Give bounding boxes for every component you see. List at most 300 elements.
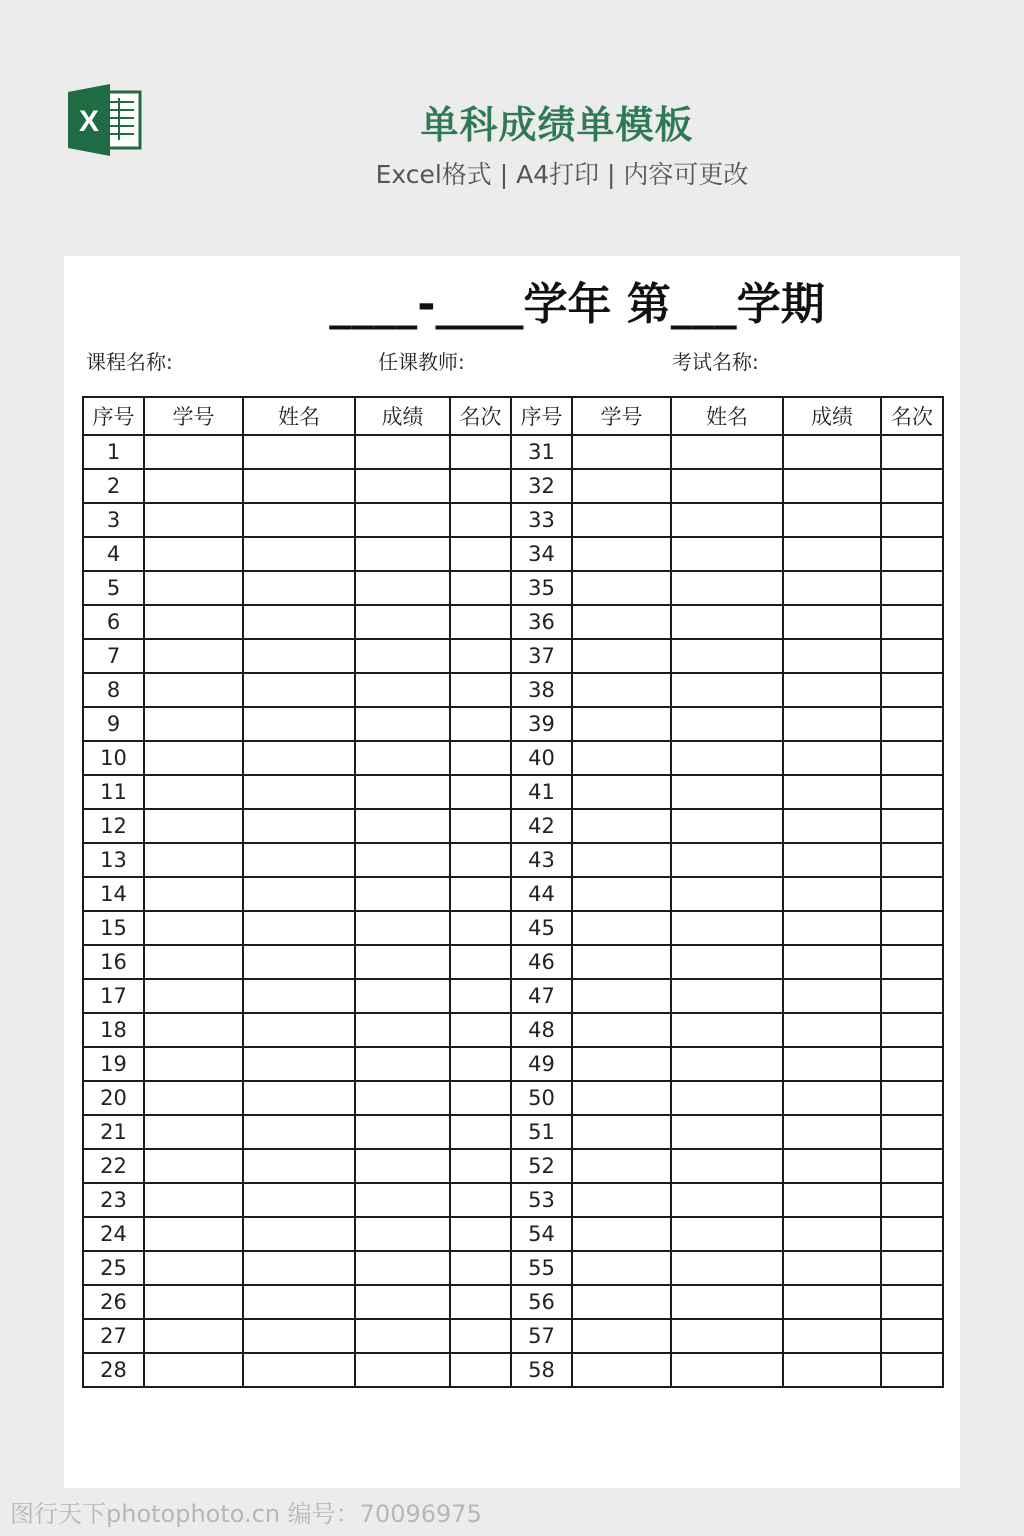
entry-cell[interactable] <box>881 911 943 945</box>
entry-cell[interactable] <box>144 979 243 1013</box>
entry-cell[interactable] <box>355 435 450 469</box>
entry-cell[interactable] <box>671 1285 783 1319</box>
entry-cell[interactable] <box>881 945 943 979</box>
entry-cell[interactable] <box>783 1251 881 1285</box>
entry-cell[interactable] <box>671 1081 783 1115</box>
entry-cell[interactable] <box>572 639 671 673</box>
entry-cell[interactable] <box>881 1115 943 1149</box>
entry-cell[interactable] <box>144 1217 243 1251</box>
row-number-cell: 57 <box>511 1319 572 1353</box>
entry-cell[interactable] <box>144 1353 243 1387</box>
entry-cell[interactable] <box>572 673 671 707</box>
table-header-row <box>83 397 943 435</box>
entry-cell[interactable] <box>572 1251 671 1285</box>
entry-cell[interactable] <box>671 537 783 571</box>
entry-cell[interactable] <box>783 1081 881 1115</box>
entry-cell[interactable] <box>572 1217 671 1251</box>
entry-cell[interactable] <box>243 435 355 469</box>
entry-cell[interactable] <box>572 1319 671 1353</box>
entry-cell[interactable] <box>671 1047 783 1081</box>
watermark: 图行天下photophoto.cn 编号：70096975 <box>10 1500 482 1528</box>
entry-cell[interactable] <box>355 877 450 911</box>
entry-cell[interactable] <box>144 843 243 877</box>
entry-cell[interactable] <box>783 1353 881 1387</box>
entry-cell[interactable] <box>572 979 671 1013</box>
entry-cell[interactable] <box>243 1183 355 1217</box>
column-header: 成绩 <box>783 397 881 435</box>
entry-cell[interactable] <box>572 1149 671 1183</box>
table-row <box>83 503 943 537</box>
row-number-cell: 44 <box>511 877 572 911</box>
entry-cell[interactable] <box>783 1047 881 1081</box>
entry-cell[interactable] <box>881 843 943 877</box>
table-row <box>83 945 943 979</box>
entry-cell[interactable] <box>783 605 881 639</box>
template-title: 单科成绩单模板 <box>420 103 694 147</box>
entry-cell[interactable] <box>243 843 355 877</box>
entry-cell[interactable] <box>450 945 511 979</box>
entry-cell[interactable] <box>881 1353 943 1387</box>
entry-cell[interactable] <box>783 1149 881 1183</box>
entry-cell[interactable] <box>783 979 881 1013</box>
entry-cell[interactable] <box>572 503 671 537</box>
row-number-cell: 37 <box>511 639 572 673</box>
row-number-cell: 31 <box>511 435 572 469</box>
entry-cell[interactable] <box>783 435 881 469</box>
entry-cell[interactable] <box>450 1183 511 1217</box>
entry-cell[interactable] <box>572 435 671 469</box>
row-number-cell: 23 <box>83 1183 144 1217</box>
entry-cell[interactable] <box>355 503 450 537</box>
entry-cell[interactable] <box>144 571 243 605</box>
entry-cell[interactable] <box>243 911 355 945</box>
entry-cell[interactable] <box>243 707 355 741</box>
table-row <box>83 1013 943 1047</box>
entry-cell[interactable] <box>450 843 511 877</box>
entry-cell[interactable] <box>572 741 671 775</box>
entry-cell[interactable] <box>243 1149 355 1183</box>
entry-cell[interactable] <box>355 1047 450 1081</box>
entry-cell[interactable] <box>243 1285 355 1319</box>
course-name-label: 课程名称: <box>86 350 173 374</box>
row-number-cell: 11 <box>83 775 144 809</box>
entry-cell[interactable] <box>450 1115 511 1149</box>
entry-cell[interactable] <box>144 537 243 571</box>
entry-cell[interactable] <box>144 775 243 809</box>
entry-cell[interactable] <box>783 945 881 979</box>
column-header: 姓名 <box>671 397 783 435</box>
row-number-cell: 43 <box>511 843 572 877</box>
entry-cell[interactable] <box>450 571 511 605</box>
entry-cell[interactable] <box>572 843 671 877</box>
column-header: 姓名 <box>243 397 355 435</box>
entry-cell[interactable] <box>144 707 243 741</box>
entry-cell[interactable] <box>450 1251 511 1285</box>
row-number-cell: 18 <box>83 1013 144 1047</box>
entry-cell[interactable] <box>144 639 243 673</box>
row-number-cell: 25 <box>83 1251 144 1285</box>
entry-cell[interactable] <box>671 1115 783 1149</box>
entry-cell[interactable] <box>671 877 783 911</box>
entry-cell[interactable] <box>144 469 243 503</box>
entry-cell[interactable] <box>671 911 783 945</box>
entry-cell[interactable] <box>671 707 783 741</box>
entry-cell[interactable] <box>450 537 511 571</box>
table-row <box>83 639 943 673</box>
entry-cell[interactable] <box>243 877 355 911</box>
entry-cell[interactable] <box>243 605 355 639</box>
entry-cell[interactable] <box>355 571 450 605</box>
entry-cell[interactable] <box>881 537 943 571</box>
entry-cell[interactable] <box>243 1217 355 1251</box>
table-row <box>83 673 943 707</box>
entry-cell[interactable] <box>450 741 511 775</box>
row-number-cell: 50 <box>511 1081 572 1115</box>
entry-cell[interactable] <box>881 1285 943 1319</box>
row-number-cell: 6 <box>83 605 144 639</box>
entry-cell[interactable] <box>671 503 783 537</box>
entry-cell[interactable] <box>144 1013 243 1047</box>
entry-cell[interactable] <box>881 1319 943 1353</box>
entry-cell[interactable] <box>450 1047 511 1081</box>
entry-cell[interactable] <box>144 1285 243 1319</box>
entry-cell[interactable] <box>144 809 243 843</box>
entry-cell[interactable] <box>671 639 783 673</box>
entry-cell[interactable] <box>243 1013 355 1047</box>
entry-cell[interactable] <box>572 605 671 639</box>
entry-cell[interactable] <box>243 673 355 707</box>
entry-cell[interactable] <box>783 673 881 707</box>
entry-cell[interactable] <box>783 469 881 503</box>
entry-cell[interactable] <box>355 1013 450 1047</box>
entry-cell[interactable] <box>881 979 943 1013</box>
entry-cell[interactable] <box>144 503 243 537</box>
entry-cell[interactable] <box>355 639 450 673</box>
entry-cell[interactable] <box>450 1319 511 1353</box>
entry-cell[interactable] <box>355 741 450 775</box>
entry-cell[interactable] <box>355 1183 450 1217</box>
row-number-cell: 38 <box>511 673 572 707</box>
entry-cell[interactable] <box>243 503 355 537</box>
row-number-cell: 49 <box>511 1047 572 1081</box>
entry-cell[interactable] <box>881 435 943 469</box>
row-number-cell: 55 <box>511 1251 572 1285</box>
entry-cell[interactable] <box>144 945 243 979</box>
entry-cell[interactable] <box>450 1013 511 1047</box>
entry-cell[interactable] <box>783 1183 881 1217</box>
entry-cell[interactable] <box>572 469 671 503</box>
entry-cell[interactable] <box>450 1285 511 1319</box>
row-number-cell: 1 <box>83 435 144 469</box>
entry-cell[interactable] <box>671 1319 783 1353</box>
entry-cell[interactable] <box>450 673 511 707</box>
entry-cell[interactable] <box>243 979 355 1013</box>
row-number-cell: 45 <box>511 911 572 945</box>
entry-cell[interactable] <box>572 707 671 741</box>
entry-cell[interactable] <box>671 1217 783 1251</box>
table-row <box>83 435 943 469</box>
entry-cell[interactable] <box>144 741 243 775</box>
entry-cell[interactable] <box>243 537 355 571</box>
table-row <box>83 469 943 503</box>
row-number-cell: 40 <box>511 741 572 775</box>
table-row <box>83 1081 943 1115</box>
entry-cell[interactable] <box>671 1013 783 1047</box>
row-number-cell: 3 <box>83 503 144 537</box>
entry-cell[interactable] <box>243 1081 355 1115</box>
entry-cell[interactable] <box>450 877 511 911</box>
row-number-cell: 56 <box>511 1285 572 1319</box>
entry-cell[interactable] <box>450 707 511 741</box>
entry-cell[interactable] <box>144 877 243 911</box>
table-row <box>83 809 943 843</box>
entry-cell[interactable] <box>783 537 881 571</box>
row-number-cell: 20 <box>83 1081 144 1115</box>
row-number-cell: 48 <box>511 1013 572 1047</box>
entry-cell[interactable] <box>572 537 671 571</box>
row-number-cell: 34 <box>511 537 572 571</box>
row-number-cell: 14 <box>83 877 144 911</box>
entry-cell[interactable] <box>671 945 783 979</box>
table-row <box>83 1353 943 1387</box>
entry-cell[interactable] <box>783 809 881 843</box>
table-row <box>83 741 943 775</box>
entry-cell[interactable] <box>450 809 511 843</box>
entry-cell[interactable] <box>355 809 450 843</box>
entry-cell[interactable] <box>572 1183 671 1217</box>
entry-cell[interactable] <box>144 435 243 469</box>
entry-cell[interactable] <box>881 741 943 775</box>
term-title: ____-____学年 第___学期 <box>329 279 825 330</box>
entry-cell[interactable] <box>572 571 671 605</box>
entry-cell[interactable] <box>881 639 943 673</box>
entry-cell[interactable] <box>144 1115 243 1149</box>
table-row <box>83 843 943 877</box>
entry-cell[interactable] <box>243 639 355 673</box>
entry-cell[interactable] <box>355 1285 450 1319</box>
entry-cell[interactable] <box>881 1217 943 1251</box>
entry-cell[interactable] <box>355 843 450 877</box>
entry-cell[interactable] <box>355 537 450 571</box>
entry-cell[interactable] <box>881 1081 943 1115</box>
column-header: 学号 <box>572 397 671 435</box>
entry-cell[interactable] <box>783 911 881 945</box>
entry-cell[interactable] <box>450 1081 511 1115</box>
entry-cell[interactable] <box>355 1251 450 1285</box>
entry-cell[interactable] <box>572 1115 671 1149</box>
entry-cell[interactable] <box>355 605 450 639</box>
entry-cell[interactable] <box>881 605 943 639</box>
entry-cell[interactable] <box>881 877 943 911</box>
entry-cell[interactable] <box>881 673 943 707</box>
entry-cell[interactable] <box>144 1149 243 1183</box>
template-subtitle: Excel格式 | A4打印 | 内容可更改 <box>375 160 749 189</box>
entry-cell[interactable] <box>572 911 671 945</box>
column-header: 名次 <box>881 397 943 435</box>
entry-cell[interactable] <box>144 1047 243 1081</box>
entry-cell[interactable] <box>450 1149 511 1183</box>
entry-cell[interactable] <box>144 673 243 707</box>
entry-cell[interactable] <box>144 605 243 639</box>
entry-cell[interactable] <box>243 1115 355 1149</box>
table-row <box>83 979 943 1013</box>
row-number-cell: 41 <box>511 775 572 809</box>
entry-cell[interactable] <box>572 1353 671 1387</box>
entry-cell[interactable] <box>355 979 450 1013</box>
entry-cell[interactable] <box>671 571 783 605</box>
entry-cell[interactable] <box>355 673 450 707</box>
row-number-cell: 5 <box>83 571 144 605</box>
entry-cell[interactable] <box>572 945 671 979</box>
row-number-cell: 51 <box>511 1115 572 1149</box>
entry-cell[interactable] <box>881 571 943 605</box>
entry-cell[interactable] <box>783 1217 881 1251</box>
entry-cell[interactable] <box>243 469 355 503</box>
entry-cell[interactable] <box>450 1217 511 1251</box>
table-row <box>83 1251 943 1285</box>
row-number-cell: 35 <box>511 571 572 605</box>
table-row <box>83 1319 943 1353</box>
entry-cell[interactable] <box>572 1013 671 1047</box>
entry-cell[interactable] <box>355 1081 450 1115</box>
entry-cell[interactable] <box>783 1285 881 1319</box>
column-header: 序号 <box>83 397 144 435</box>
column-header: 学号 <box>144 397 243 435</box>
entry-cell[interactable] <box>881 1251 943 1285</box>
entry-cell[interactable] <box>355 707 450 741</box>
entry-cell[interactable] <box>450 503 511 537</box>
entry-cell[interactable] <box>881 1149 943 1183</box>
entry-cell[interactable] <box>671 1353 783 1387</box>
entry-cell[interactable] <box>144 911 243 945</box>
row-number-cell: 10 <box>83 741 144 775</box>
entry-cell[interactable] <box>572 809 671 843</box>
entry-cell[interactable] <box>243 945 355 979</box>
entry-cell[interactable] <box>572 1285 671 1319</box>
row-number-cell: 36 <box>511 605 572 639</box>
logo-letter: X <box>78 105 100 138</box>
entry-cell[interactable] <box>671 1251 783 1285</box>
entry-cell[interactable] <box>671 741 783 775</box>
entry-cell[interactable] <box>450 1353 511 1387</box>
entry-cell[interactable] <box>572 1081 671 1115</box>
entry-cell[interactable] <box>355 1353 450 1387</box>
row-number-cell: 26 <box>83 1285 144 1319</box>
entry-cell[interactable] <box>243 1319 355 1353</box>
entry-cell[interactable] <box>355 1217 450 1251</box>
entry-cell[interactable] <box>783 1013 881 1047</box>
entry-cell[interactable] <box>783 1319 881 1353</box>
entry-cell[interactable] <box>450 605 511 639</box>
table-body <box>83 435 943 1387</box>
entry-cell[interactable] <box>144 1081 243 1115</box>
row-number-cell: 33 <box>511 503 572 537</box>
entry-cell[interactable] <box>144 1319 243 1353</box>
entry-cell[interactable] <box>671 979 783 1013</box>
entry-cell[interactable] <box>243 571 355 605</box>
entry-cell[interactable] <box>881 469 943 503</box>
entry-cell[interactable] <box>572 775 671 809</box>
entry-cell[interactable] <box>243 809 355 843</box>
entry-cell[interactable] <box>671 673 783 707</box>
entry-cell[interactable] <box>671 775 783 809</box>
entry-cell[interactable] <box>243 1251 355 1285</box>
teacher-label: 任课教师: <box>378 350 465 374</box>
entry-cell[interactable] <box>881 503 943 537</box>
row-number-cell: 21 <box>83 1115 144 1149</box>
table-row <box>83 911 943 945</box>
entry-cell[interactable] <box>355 775 450 809</box>
entry-cell[interactable] <box>881 1183 943 1217</box>
row-number-cell: 42 <box>511 809 572 843</box>
row-number-cell: 8 <box>83 673 144 707</box>
row-number-cell: 54 <box>511 1217 572 1251</box>
entry-cell[interactable] <box>783 775 881 809</box>
entry-cell[interactable] <box>450 639 511 673</box>
entry-cell[interactable] <box>671 843 783 877</box>
entry-cell[interactable] <box>783 877 881 911</box>
entry-cell[interactable] <box>671 435 783 469</box>
entry-cell[interactable] <box>881 1013 943 1047</box>
entry-cell[interactable] <box>783 843 881 877</box>
entry-cell[interactable] <box>355 1319 450 1353</box>
entry-cell[interactable] <box>671 469 783 503</box>
entry-cell[interactable] <box>243 1047 355 1081</box>
entry-cell[interactable] <box>783 503 881 537</box>
entry-cell[interactable] <box>243 741 355 775</box>
entry-cell[interactable] <box>881 1047 943 1081</box>
entry-cell[interactable] <box>783 571 881 605</box>
entry-cell[interactable] <box>450 911 511 945</box>
entry-cell[interactable] <box>671 1149 783 1183</box>
entry-cell[interactable] <box>783 707 881 741</box>
entry-cell[interactable] <box>243 1353 355 1387</box>
row-number-cell: 19 <box>83 1047 144 1081</box>
entry-cell[interactable] <box>671 809 783 843</box>
entry-cell[interactable] <box>355 469 450 503</box>
column-header: 序号 <box>511 397 572 435</box>
entry-cell[interactable] <box>355 911 450 945</box>
table-row <box>83 1115 943 1149</box>
row-number-cell: 15 <box>83 911 144 945</box>
entry-cell[interactable] <box>355 1115 450 1149</box>
entry-cell[interactable] <box>783 1115 881 1149</box>
entry-cell[interactable] <box>671 605 783 639</box>
entry-cell[interactable] <box>881 775 943 809</box>
entry-cell[interactable] <box>572 877 671 911</box>
entry-cell[interactable] <box>671 1183 783 1217</box>
entry-cell[interactable] <box>450 979 511 1013</box>
table-row <box>83 877 943 911</box>
entry-cell[interactable] <box>355 945 450 979</box>
entry-cell[interactable] <box>243 775 355 809</box>
entry-cell[interactable] <box>450 775 511 809</box>
entry-cell[interactable] <box>881 707 943 741</box>
entry-cell[interactable] <box>450 435 511 469</box>
entry-cell[interactable] <box>450 469 511 503</box>
row-number-cell: 4 <box>83 537 144 571</box>
entry-cell[interactable] <box>783 639 881 673</box>
row-number-cell: 27 <box>83 1319 144 1353</box>
table-row <box>83 707 943 741</box>
entry-cell[interactable] <box>881 809 943 843</box>
entry-cell[interactable] <box>355 1149 450 1183</box>
row-number-cell: 46 <box>511 945 572 979</box>
entry-cell[interactable] <box>783 741 881 775</box>
entry-cell[interactable] <box>572 1047 671 1081</box>
entry-cell[interactable] <box>144 1183 243 1217</box>
entry-cell[interactable] <box>144 1251 243 1285</box>
